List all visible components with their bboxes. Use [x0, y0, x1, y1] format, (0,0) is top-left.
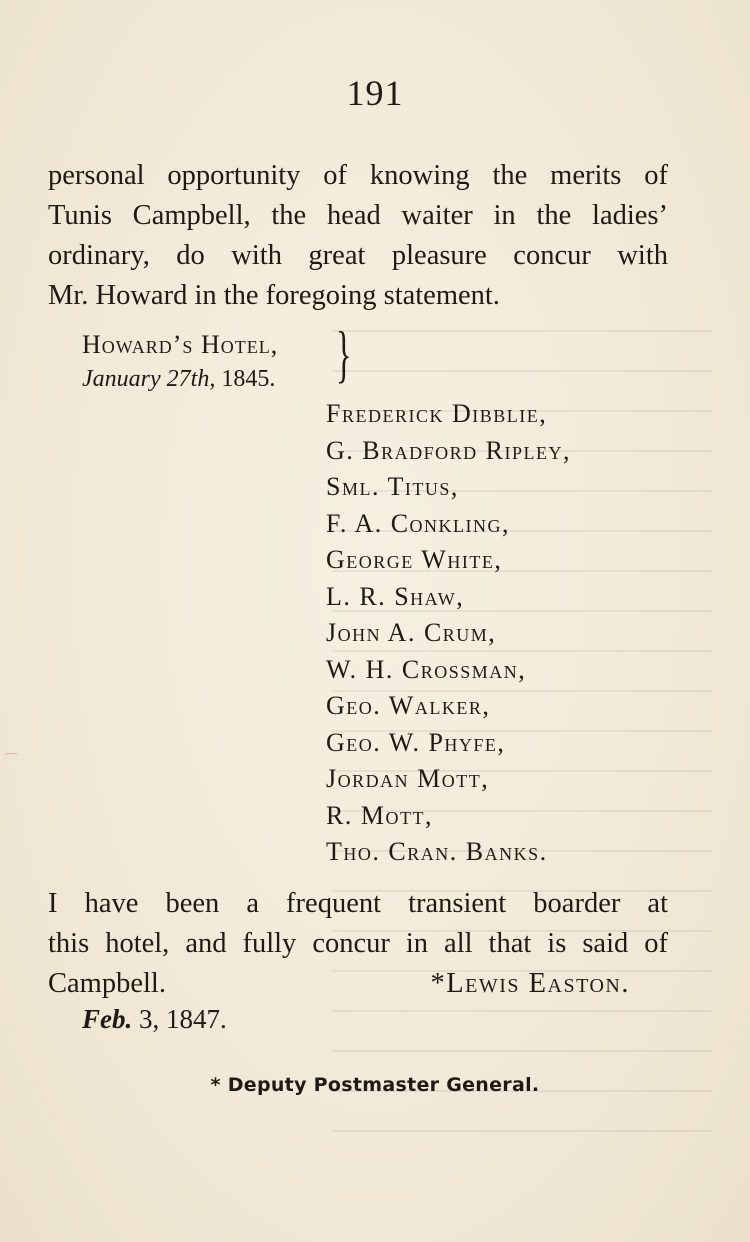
signer-name: Geo. Walker,: [326, 691, 491, 720]
text-line: Tunis Campbell, the head waiter in the ladies’: [48, 200, 668, 231]
letter-date: [82, 362, 278, 396]
date-italic: January 27th,: [82, 366, 216, 392]
signer-name: George White,: [326, 545, 503, 574]
text-line: this hotel, and fully concur in all that is said of: [48, 928, 668, 959]
text-line: [48, 964, 630, 1004]
signer-name: W. H. Crossman,: [326, 654, 527, 684]
endorsement-end: Campbell.: [48, 968, 166, 999]
signer-name: Tho. Cran. Banks.: [326, 837, 548, 866]
curly-brace: }: [336, 318, 352, 389]
date-year: 1845.: [221, 366, 276, 392]
signer-name: Sml. Titus,: [326, 472, 459, 501]
date-rest: 3, 1847.: [139, 1004, 227, 1034]
footnote: * Deputy Postmaster General.: [210, 1074, 540, 1096]
signer-name: Jordan Mott,: [326, 764, 490, 793]
signer-name: Geo. W. Phyfe,: [326, 727, 506, 757]
signer-list: [326, 396, 571, 871]
page-number: 191: [346, 73, 404, 113]
text-line: personal opportunity of knowing the merits of: [48, 160, 668, 191]
text-line: I have been a frequent transient boarder at: [48, 888, 668, 919]
date-month: Feb.: [82, 1004, 133, 1034]
signer-name: G. Bradford Ripley,: [326, 435, 571, 465]
signer-name: F. A. Conkling,: [326, 508, 511, 538]
signature-name: *Lewis Easton.: [430, 968, 630, 999]
signer-name: R. Mott,: [326, 800, 433, 830]
margin-mark: ⌒: [4, 754, 18, 769]
place-and-date: [82, 328, 278, 396]
signer-name: L. R. Shaw,: [326, 581, 465, 611]
text-line: Mr. Howard in the foregoing statement.: [48, 280, 500, 311]
paragraph-endorsement: [48, 884, 668, 1004]
text-line: ordinary, do with great pleasure concur with: [48, 240, 668, 271]
signer-name: John A. Crum,: [326, 618, 497, 647]
signature-date: [82, 1004, 227, 1035]
paragraph-testimonial: [48, 156, 668, 316]
signer-name: Frederick Dibblie,: [326, 399, 548, 428]
hotel-name: Howard’s Hotel,: [82, 330, 279, 359]
